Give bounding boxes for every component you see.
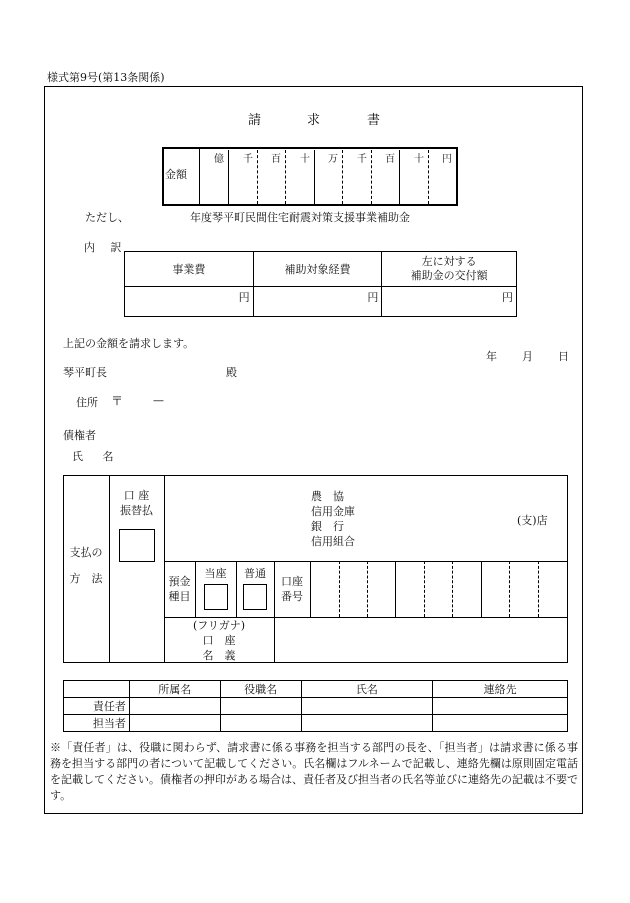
title-char-3: 書: [367, 113, 383, 128]
staff-name[interactable]: [301, 715, 433, 732]
responsible-name[interactable]: [301, 698, 433, 715]
transfer-checkbox[interactable]: [119, 529, 155, 562]
year-label: 年: [486, 350, 497, 363]
institution-ginko: 銀 行: [311, 520, 344, 533]
header-position: 役職名: [220, 681, 301, 698]
footnote: ※「責任者」は、役職に関わらず、請求書に係る事務を担当する部門の長を、「担当者」は請求書に係る事務を担当する部門の者について記載してください。氏名欄はフルネームで記載し、連絡先欄は原則固定電話を記載してください。債権者の押印がある場合は、責任者及び担当者の氏名等並びに連絡先の記載は不要です。: [50, 741, 578, 802]
amount-digit-unit: 千: [243, 154, 253, 165]
addressee: 琴平町長: [63, 366, 107, 379]
tadashi-label: ただし、: [85, 211, 129, 224]
title-char-1: 請: [248, 113, 264, 128]
furigana-label: (フリガナ): [192, 619, 246, 632]
amount-digit-field[interactable]: [201, 164, 227, 202]
amount-digit-field[interactable]: [429, 164, 455, 202]
amount-divider: [199, 149, 200, 205]
project-cost-cell[interactable]: 円: [125, 287, 254, 317]
institution-shinkumi: 信用組合: [311, 535, 355, 548]
holder-label-2: 名 義: [202, 649, 236, 662]
amount-digit-unit: 十: [414, 154, 424, 165]
creditor-label: 債権者: [63, 429, 96, 442]
amount-digit-field[interactable]: [229, 164, 255, 202]
contact-blank-header: [64, 681, 130, 698]
row-label-responsible: 責任者: [64, 698, 130, 715]
staff-contact[interactable]: [433, 715, 568, 732]
amount-digit-unit: 円: [442, 154, 452, 165]
method-label-1: 支払の: [69, 546, 103, 559]
header-department: 所属名: [129, 681, 220, 698]
account-number-label: [274, 574, 310, 604]
amount-digit-field[interactable]: [315, 164, 341, 202]
method-label-2: 方 法: [69, 572, 103, 585]
breakdown-table: [124, 251, 517, 317]
ordinary-account-checkbox[interactable]: [243, 584, 267, 610]
amount-digit-unit: 百: [385, 154, 395, 165]
amount-digit-unit: 百: [271, 154, 281, 165]
postal-dash: —: [153, 394, 164, 407]
title-char-2: 求: [307, 113, 323, 128]
header-subsidy-amount: 左に対する 補助金の交付額: [382, 252, 517, 287]
postal-mark: 〒: [111, 394, 124, 408]
address-label: 住所: [76, 396, 98, 409]
name-label: 氏 名: [72, 450, 122, 463]
header-project-cost: 事業費: [125, 252, 254, 287]
account-no-1: 口座: [281, 575, 303, 588]
amount-digit-unit: 千: [357, 154, 367, 165]
holder-label-1: 口 座: [202, 634, 236, 647]
transfer-label-1: 口 座: [123, 489, 150, 502]
ordinary-account-label: 普通: [244, 567, 266, 580]
request-statement: 上記の金額を請求します。: [63, 337, 195, 350]
subsidy-name: 年度琴平町民間住宅耐震対策支援事業補助金: [190, 211, 410, 224]
contact-table: [63, 680, 568, 732]
institution-nokyo: 農 協: [311, 490, 344, 503]
account-holder-label: [164, 618, 274, 663]
honorific: 殿: [226, 366, 237, 379]
breakdown-label: 内 訳: [84, 241, 128, 254]
amount-label: 金額: [165, 168, 187, 181]
eligible-cost-cell[interactable]: 円: [253, 287, 382, 317]
transfer-label-2: 振替払: [120, 504, 153, 517]
deposit-type-label: [164, 574, 195, 604]
current-account-checkbox[interactable]: [204, 584, 228, 610]
responsible-department[interactable]: [129, 698, 220, 715]
amount-digit-field[interactable]: [400, 164, 426, 202]
institution-shinkin: 信用金庫: [311, 505, 355, 518]
amount-digit-field[interactable]: [372, 164, 398, 202]
header-contact: 連絡先: [433, 681, 568, 698]
responsible-position[interactable]: [220, 698, 301, 715]
deposit-type-1: 預金: [168, 575, 191, 588]
account-no-2: 番号: [281, 590, 303, 603]
deposit-type-2: 種目: [168, 590, 191, 603]
staff-department[interactable]: [129, 715, 220, 732]
amount-digit-field[interactable]: [343, 164, 369, 202]
amount-digit-unit: 万: [328, 154, 338, 165]
form-number: 様式第9号(第13条関係): [47, 71, 165, 84]
header-eligible-cost: 補助対象経費: [253, 252, 382, 287]
subsidy-amount-cell[interactable]: 円: [382, 287, 517, 317]
amount-digit-field[interactable]: [258, 164, 284, 202]
amount-digit-field[interactable]: [286, 164, 312, 202]
header-name: 氏名: [301, 681, 433, 698]
payment-method-label: [63, 545, 109, 586]
amount-digit-unit: 十: [300, 154, 310, 165]
amount-digit-unit: 億: [214, 154, 224, 165]
responsible-contact[interactable]: [433, 698, 568, 715]
day-label: 日: [558, 350, 569, 363]
branch-label: (支)店: [517, 514, 548, 527]
account-number-field[interactable]: [311, 562, 567, 616]
account-holder-field[interactable]: [275, 618, 567, 662]
staff-position[interactable]: [220, 715, 301, 732]
month-label: 月: [522, 350, 533, 363]
row-label-staff: 担当者: [64, 715, 130, 732]
transfer-label: [109, 488, 164, 518]
current-account-label: 当座: [204, 567, 227, 580]
date-row[interactable]: [486, 348, 594, 364]
institution-list: [311, 489, 355, 549]
